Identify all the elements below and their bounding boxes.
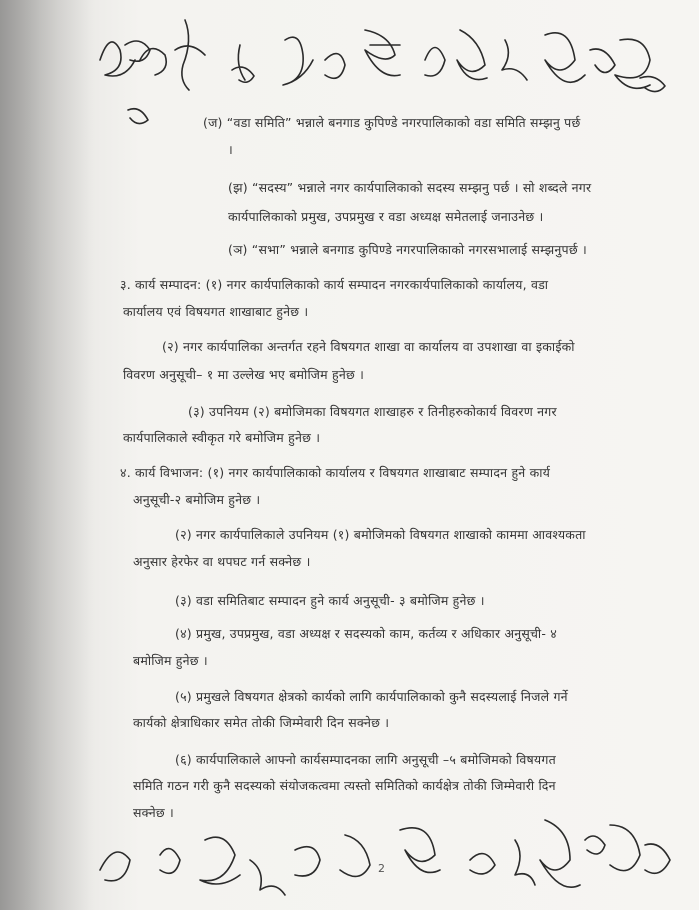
- signature-top-11: [545, 33, 585, 82]
- section-4-sub-5: (५) प्रमुखले विषयगत क्षेत्रको कार्यको लागि कार्यपालिकाको कुनै सदस्यलाई निजले गर्ने: [175, 689, 568, 704]
- section-4-sub-3: (३) वडा समितिबाट सम्पादन हुने कार्य अनुसूची- ३ बमोजिम हुनेछ ।: [175, 593, 485, 608]
- signature-top-12: [590, 49, 615, 73]
- signature-bottom-6: [340, 835, 370, 876]
- section-4-sub-5-cont: कार्यको क्षेत्राधिकार समेत तोकी जिम्मेवारी दिन सक्नेछ ।: [133, 715, 390, 730]
- clause-j-end: ।: [228, 142, 233, 157]
- section-4-sub-6-end: सक्नेछ ।: [133, 805, 174, 820]
- signature-bottom-5: [295, 847, 320, 876]
- section-3-sub-3-cont: कार्यपालिकाले स्वीकृत गरे बमोजिम हुनेछ ।: [123, 430, 321, 445]
- section-4-sub-6: (६) कार्यपालिकाले आफ्नो कार्यसम्पादनका लागि अनुसूची –५ बमोजिमको विषयगत: [175, 752, 556, 767]
- section-4-sub-4: (४) प्रमुख, उपप्रमुख, वडा अध्यक्ष र सदस्यको काम, कर्तव्य र अधिकार अनुसूची- ४: [175, 626, 557, 641]
- signature-left-margin: [128, 109, 148, 124]
- signature-bottom-9: [515, 840, 535, 885]
- signature-bottom-12: [610, 825, 640, 871]
- signature-bottom-10: [540, 820, 580, 887]
- section-3-cont: कार्यालय एवं विषयगत शाखाबाट हुनेछ ।: [123, 304, 309, 319]
- signature-top-4: [232, 45, 254, 82]
- section-4-heading: ४. कार्य विभाजन: (१) नगर कार्यपालिकाको कार्यालय र विषयगत शाखाबाट सम्पादन हुने कार्य: [120, 465, 551, 480]
- signature-bottom-8: [470, 854, 495, 874]
- signature-bottom-4: [250, 860, 285, 895]
- signature-top-7: [365, 30, 400, 76]
- section-4-cont: अनुसूची-२ बमोजिम हुनेछ ।: [133, 492, 261, 507]
- section-4-sub-4-cont: बमोजिम हुनेछ ।: [133, 653, 208, 668]
- section-3-sub-2-cont: विवरण अनुसूची– १ मा उल्लेख भए बमोजिम हुनेछ ।: [123, 367, 365, 382]
- signature-bottom-13: [645, 844, 670, 873]
- section-3-heading: ३. कार्य सम्पादन: (१) नगर कार्यपालिकाको कार्य सम्पादन नगरकार्यपालिकाको कार्यालय, वडा: [120, 277, 549, 292]
- page-number: 2: [378, 862, 385, 875]
- clause-jh-cont: कार्यपालिकाको प्रमुख, उपप्रमुख र वडा अध्यक्ष समेतलाई जनाउनेछ ।: [228, 209, 544, 224]
- signature-top-9: [457, 30, 487, 80]
- signature-bottom-7: [400, 828, 440, 873]
- signature-bottom-1: [100, 852, 130, 881]
- clause-jh: (झ) “सदस्य” भन्नाले नगर कार्यपालिकाको सदस्य सम्झनु पर्छ । सो शब्दले नगर: [228, 180, 592, 195]
- signature-top-13: [615, 39, 650, 88]
- signature-top-14: [640, 77, 665, 92]
- section-4-sub-6-cont: समिति गठन गरी कुनै सदस्यको संयोजकत्वमा त्यस्तो समितिको कार्यक्षेत्र तोकी जिम्मेवारी दिन: [133, 778, 556, 793]
- section-3-sub-3: (३) उपनियम (२) बमोजिमका विषयगत शाखाहरु र तिनीहरुकोकार्य विवरण नगर: [188, 404, 557, 419]
- signature-top-10: [502, 40, 527, 80]
- clause-j: (ज) “वडा समिति” भन्नाले बनगाड कुपिण्डे नगरपालिकाको वडा समिति सम्झनु पर्छ: [203, 115, 581, 130]
- clause-yan: (ञ) “सभा” भन्नाले बनगाड कुपिण्डे नगरपालिकाको नगरसभालाई सम्झनुपर्छ ।: [228, 242, 587, 257]
- signature-top-3: [175, 20, 205, 90]
- section-4-sub-2-cont: अनुसार हेरफेर वा थपघट गर्न सक्नेछ ।: [133, 554, 311, 569]
- section-4-sub-2: (२) नगर कार्यपालिकाले उपनियम (१) बमोजिमको विषयगत शाखाको काममा आवश्यकता: [175, 527, 586, 542]
- signature-top-1: [100, 41, 150, 76]
- section-3-sub-2: (२) नगर कार्यपालिका अन्तर्गत रहने विषयगत शाखा वा कार्यालय वा उपशाखा वा इकाईको: [162, 339, 575, 354]
- binding-shadow: [0, 0, 95, 910]
- signature-top-6: [325, 54, 345, 79]
- signature-top-5: [283, 37, 313, 85]
- signature-bottom-3: [200, 837, 240, 884]
- signature-bottom-2: [160, 849, 180, 874]
- signature-bottom-11: [585, 836, 605, 854]
- signature-top-8: [425, 48, 445, 77]
- signature-top-2: [140, 49, 166, 75]
